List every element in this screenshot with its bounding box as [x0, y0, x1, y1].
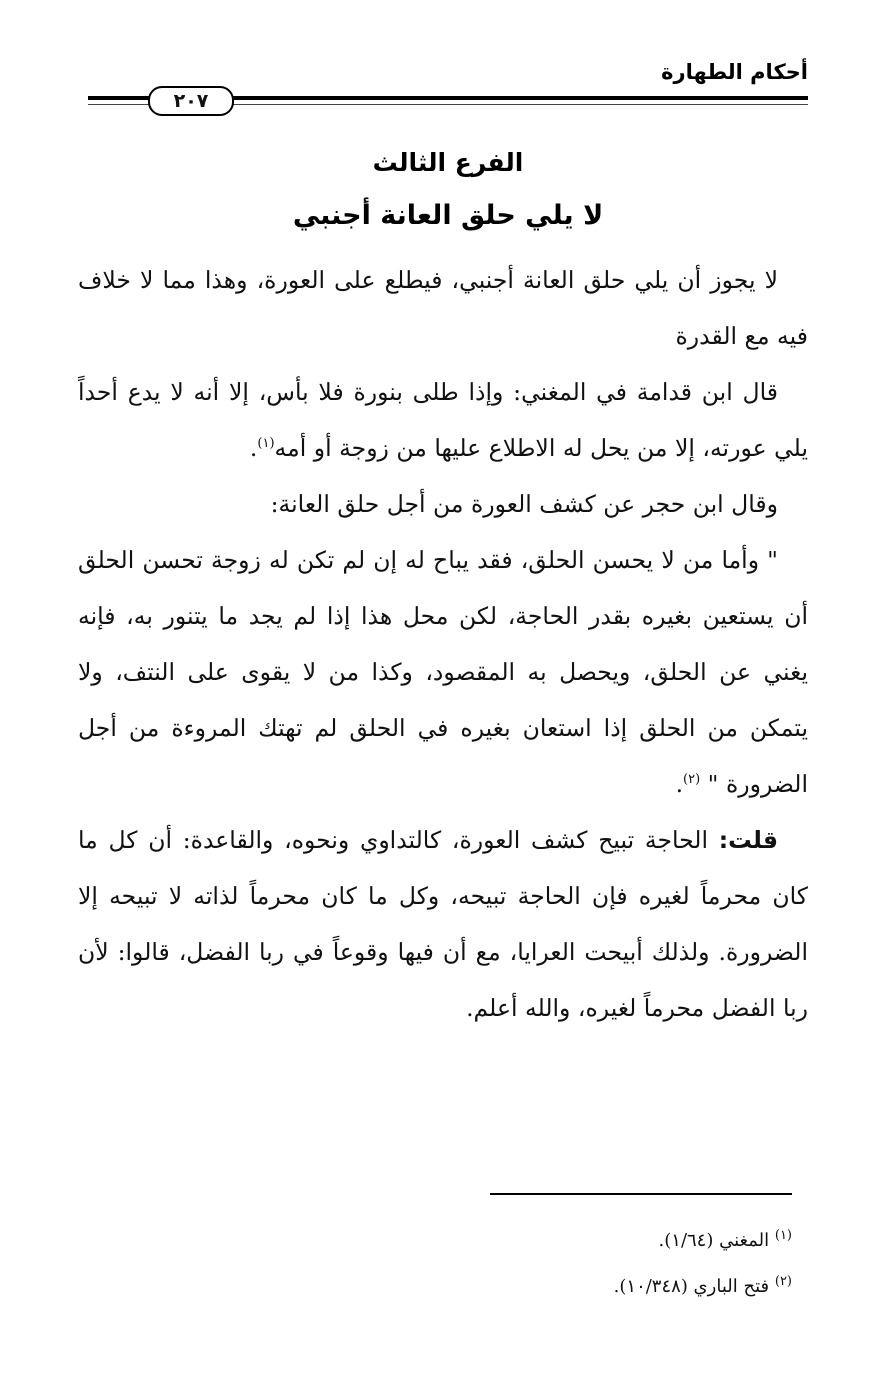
- page-number: ٢٠٧: [148, 86, 234, 116]
- paragraph: [78, 364, 808, 476]
- footnote-marker: (٢): [774, 1274, 792, 1289]
- paragraph: [78, 812, 808, 1036]
- footnotes: [420, 1218, 792, 1310]
- paragraph-text: لا يجوز أن يلي حلق العانة أجنبي، فيطلع على العورة، وهذا مما لا خلاف فيه مع القدرة: [78, 266, 808, 350]
- footnote-text: المغني (١/٦٤).: [658, 1230, 770, 1251]
- footnote-ref: (٢): [683, 772, 701, 788]
- paragraph-tail: .: [249, 434, 258, 462]
- footnote-marker: (١): [774, 1228, 792, 1243]
- paragraph-text: الحاجة تبيح كشف العورة، كالتداوي ونحوه، والقاعدة: أن كل ما كان محرماً لغيره فإن الحاجة تبيحه، وكل ما كان محرماً لذاته لا تبيحه إلا الضرورة. ولذلك أبيحت العرايا، مع أن فيها وقوعاً في ربا الفضل، قالوا: لأن ربا الفضل محرماً لغيره، والله أعلم.: [78, 826, 808, 1022]
- paragraph: [78, 532, 808, 812]
- page-header: [88, 58, 808, 118]
- body-text: [78, 252, 808, 1036]
- paragraph-text: قال ابن قدامة في المغني: وإذا طلى بنورة فلا بأس، إلا أنه لا يدع أحداً يلي عورته، إلا من يحل له الاطلاع عليها من زوجة أو أمه: [78, 378, 808, 462]
- paragraph-lead: قلت:: [718, 826, 778, 854]
- running-title: أحكام الطهارة: [661, 60, 808, 84]
- footnote-ref: (١): [257, 436, 275, 452]
- footnote-separator: [490, 1193, 792, 1195]
- footnote: [420, 1218, 792, 1264]
- paragraph-tail: .: [675, 770, 684, 798]
- footnote-text: فتح الباري (١٠/٣٤٨).: [613, 1276, 770, 1297]
- footnote: [420, 1264, 792, 1310]
- branch-label: الفرع الثالث: [372, 148, 524, 177]
- section-title: لا يلي حلق العانة أجنبي: [292, 200, 604, 231]
- paragraph-text: وقال ابن حجر عن كشف العورة من أجل حلق العانة:: [270, 490, 778, 518]
- paragraph: [78, 476, 808, 532]
- paragraph-text: " وأما من لا يحسن الحلق، فقد يباح له إن لم تكن له زوجة تحسن الحلق أن يستعين بغيره بقدر الحاجة، لكن محل هذا إذا لم يجد ما يتنور به، فإنه يغني عن الحلق، ويحصل به المقصود، وكذا من لا يقوى على النتف، ولا يتمكن من الحلق إذا استعان بغيره في الحلق لم تهتك المروءة من أجل الضرورة ": [78, 546, 808, 798]
- paragraph: [78, 252, 808, 364]
